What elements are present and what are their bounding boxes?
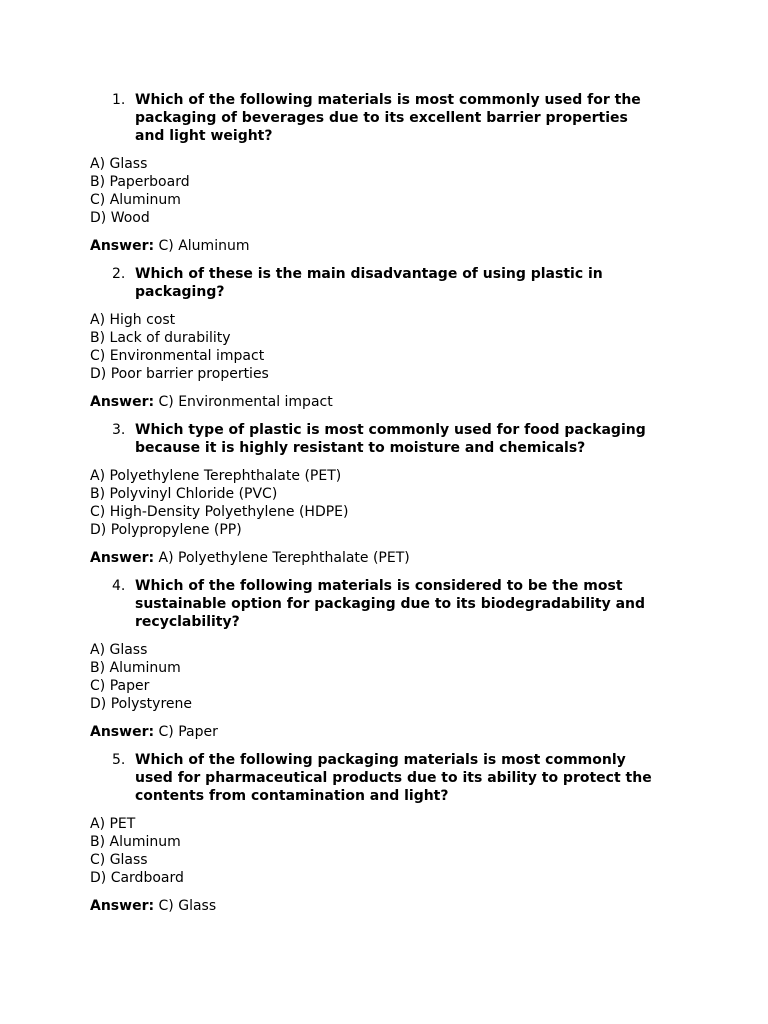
options-list	[90, 311, 660, 383]
question-number: 1.	[112, 92, 126, 108]
option-a: A) PET	[90, 816, 136, 832]
answer-line	[90, 897, 660, 915]
option-b: B) Polyvinyl Chloride (PVC)	[90, 486, 278, 502]
question-block-1	[0, 91, 660, 255]
question-text: Which of the following materials is most commonly used for the packaging of beverages due to its excellent barrier properties and light weight?	[135, 92, 641, 144]
option-a: A) Glass	[90, 642, 148, 658]
question-text: Which type of plastic is most commonly used for food packaging because it is highly resistant to moisture and chemicals?	[135, 422, 646, 456]
option-d: D) Poor barrier properties	[90, 366, 269, 382]
answer-value: A) Polyethylene Terephthalate (PET)	[154, 550, 410, 566]
question-block-3	[0, 421, 660, 567]
answer-label: Answer:	[90, 898, 155, 914]
answer-value: C) Aluminum	[154, 238, 250, 254]
option-b: B) Aluminum	[90, 660, 181, 676]
answer-value: C) Environmental impact	[154, 394, 333, 410]
option-a: A) High cost	[90, 312, 176, 328]
answer-label: Answer:	[90, 724, 155, 740]
option-c: C) Paper	[90, 678, 150, 694]
answer-line	[90, 393, 660, 411]
options-list	[90, 641, 660, 713]
question-number: 4.	[112, 578, 126, 594]
answer-line	[90, 237, 660, 255]
option-d: D) Polypropylene (PP)	[90, 522, 242, 538]
options-list	[90, 155, 660, 227]
question-item	[112, 577, 660, 631]
option-d: D) Wood	[90, 210, 150, 226]
question-item	[112, 751, 660, 805]
option-b: B) Lack of durability	[90, 330, 231, 346]
option-c: C) High-Density Polyethylene (HDPE)	[90, 504, 349, 520]
option-a: A) Polyethylene Terephthalate (PET)	[90, 468, 342, 484]
question-item	[112, 265, 660, 301]
question-number: 3.	[112, 422, 126, 438]
question-item	[112, 421, 660, 457]
option-c: C) Aluminum	[90, 192, 181, 208]
question-block-2	[0, 265, 660, 411]
question-block-4	[0, 577, 660, 741]
question-text: Which of these is the main disadvantage of using plastic in packaging?	[135, 266, 603, 300]
option-c: C) Glass	[90, 852, 148, 868]
options-list	[90, 815, 660, 887]
option-c: C) Environmental impact	[90, 348, 265, 364]
question-number: 2.	[112, 266, 126, 282]
question-block-5	[0, 751, 660, 915]
answer-value: C) Paper	[154, 724, 218, 740]
option-a: A) Glass	[90, 156, 148, 172]
option-d: D) Polystyrene	[90, 696, 192, 712]
question-item	[112, 91, 660, 145]
answer-line	[90, 549, 660, 567]
answer-label: Answer:	[90, 394, 155, 410]
question-text: Which of the following packaging materials is most commonly used for pharmaceutical products due to its ability to protect the contents from contamination and light?	[135, 752, 652, 804]
answer-value: C) Glass	[154, 898, 217, 914]
answer-label: Answer:	[90, 238, 155, 254]
question-text: Which of the following materials is considered to be the most sustainable option for packaging due to its biodegradability and recyclability?	[135, 578, 646, 630]
option-b: B) Paperboard	[90, 174, 190, 190]
option-d: D) Cardboard	[90, 870, 184, 886]
answer-line	[90, 723, 660, 741]
option-b: B) Aluminum	[90, 834, 181, 850]
options-list	[90, 467, 660, 539]
question-number: 5.	[112, 752, 126, 768]
answer-label: Answer:	[90, 550, 155, 566]
